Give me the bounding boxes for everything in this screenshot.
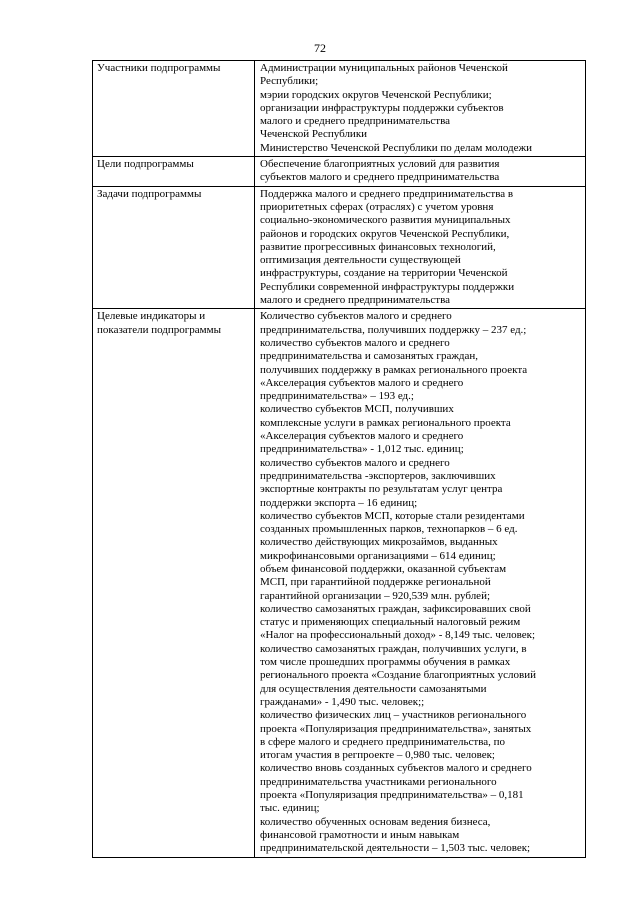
value-line: «Налог на профессиональный доход» - 8,149 тыс. человек;	[260, 629, 536, 642]
row-label	[93, 61, 255, 157]
value-line: Министерство Чеченской Республики по делам молодежи	[260, 141, 533, 154]
value-line: для осуществления деятельности самозанятыми	[260, 682, 487, 695]
value-line: созданных промышленных парков, технопарков – 6 ед.	[260, 523, 518, 536]
value-line: тыс. единиц;	[260, 802, 320, 815]
row-value	[255, 186, 586, 309]
value-line: МСП, при гарантийной поддержке региональной	[260, 576, 491, 589]
value-line: Поддержка малого и среднего предпринимательства в	[260, 187, 514, 200]
value-line: оптимизация деятельности существующей	[260, 254, 461, 267]
value-line: количество самозанятых граждан, получивших услуги, в	[260, 642, 527, 655]
value-line: инфраструктуры, создание на территории Чеченской	[260, 267, 508, 280]
value-line: количество действующих микрозаймов, выданных	[260, 536, 498, 549]
value-line: приоритетных сферах (отраслях) с учетом уровня	[260, 200, 494, 213]
value-line: малого и среднего предпринимательства	[260, 115, 451, 128]
row-value	[255, 309, 586, 857]
value-line: количество субъектов малого и среднего	[260, 336, 450, 349]
value-line: количество физических лиц – участников регионального	[260, 709, 527, 722]
value-line: субъектов малого и среднего предпринимательства	[260, 171, 500, 184]
value-line: гарантийной организации – 920,539 млн. рублей;	[260, 589, 491, 602]
value-line: предпринимательства и самозанятых граждан,	[260, 350, 479, 363]
value-line: «Акселерация субъектов малого и среднего	[260, 376, 464, 389]
value-line: социально-экономического развития муниципальных	[260, 214, 511, 227]
value-line: количество обученных основам ведения бизнеса,	[260, 815, 491, 828]
value-line: предпринимательства участниками регионального	[260, 775, 497, 788]
value-line: количество субъектов малого и среднего	[260, 456, 450, 469]
value-line: гражданами» - 1,490 тыс. человек;;	[260, 695, 425, 708]
value-line: проекта «Популяризация предпринимательства» – 0,181	[260, 789, 524, 802]
value-line: Республики современной инфраструктуры поддержки	[260, 280, 515, 293]
row-value	[255, 61, 586, 157]
value-line: Количество субъектов малого и среднего	[260, 310, 452, 323]
value-line: предпринимательства -экспортеров, заключивших	[260, 469, 496, 482]
row-value	[255, 157, 586, 187]
label-line: показатели подпрограммы	[97, 323, 221, 336]
value-line: получивших поддержку в рамках регионального проекта	[260, 363, 528, 376]
label-line: Участники подпрограммы	[97, 62, 221, 74]
value-line: регионального проекта «Создание благоприятных условий	[260, 669, 537, 682]
value-line: малого и среднего предпринимательства	[260, 294, 451, 307]
value-line: предпринимательства, получивших поддержку – 237 ед.;	[260, 323, 527, 336]
value-line: предпринимательства» – 193 ед.;	[260, 390, 414, 403]
value-line: количество субъектов МСП, получивших	[260, 403, 454, 416]
value-line: предпринимательства» - 1,012 тыс. единиц;	[260, 443, 464, 456]
value-line: Обеспечение благоприятных условий для развития	[260, 158, 500, 171]
value-line: количество вновь созданных субъектов малого и среднего	[260, 762, 532, 775]
table-row	[93, 157, 586, 187]
label-line: Задачи подпрограммы	[97, 187, 202, 200]
value-line: количество самозанятых граждан, зафиксировавших свой	[260, 602, 531, 615]
value-line: организации инфраструктуры поддержки субъектов	[260, 101, 504, 114]
row-label	[93, 309, 255, 857]
value-line: поддержки экспорта – 16 единиц;	[260, 496, 418, 509]
row-label	[93, 157, 255, 187]
value-line: развитие прогрессивных финансовых технологий,	[260, 240, 496, 253]
label-line: Цели подпрограммы	[97, 158, 194, 171]
value-line: комплексные услуги в рамках регионального проекта	[260, 416, 511, 429]
value-line: мэрии городских округов Чеченской Республики;	[260, 88, 492, 101]
row-label	[93, 186, 255, 309]
value-line: том числе прошедших программы обучения в рамках	[260, 656, 511, 669]
value-line: объем финансовой поддержки, оказанной субъектам	[260, 562, 507, 575]
value-line: количество субъектов МСП, которые стали резидентами	[260, 509, 525, 522]
value-line: «Акселерация субъектов малого и среднего	[260, 430, 464, 443]
value-line: предпринимательской деятельности – 1,503 тыс. человек;	[260, 842, 531, 855]
value-line: микрофинансовыми организациями – 614 единиц;	[260, 549, 496, 562]
page-number: 72	[314, 41, 326, 55]
table-row	[93, 186, 586, 309]
value-line: проекта «Популяризация предпринимательства», занятых	[260, 722, 532, 735]
value-line: статус и применяющих специальный налоговый режим	[260, 616, 521, 629]
label-line: Целевые индикаторы и	[97, 310, 206, 323]
table-row	[93, 61, 586, 157]
value-line: в сфере малого и среднего предпринимательства, по	[260, 735, 506, 748]
subprogram-passport-table	[92, 60, 586, 858]
value-line: районов и городских округов Чеченской Республики,	[260, 227, 510, 240]
value-line: Чеченской Республики	[260, 128, 368, 141]
value-line: финансовой грамотности и иным навыкам	[260, 828, 460, 841]
value-line: Республики;	[260, 75, 319, 88]
value-line: Администрации муниципальных районов Чеченской	[260, 62, 508, 74]
value-line: итогам участия в регпроекте – 0,980 тыс. человек;	[260, 749, 495, 762]
value-line: экспортные контракты по результатам услуг центра	[260, 483, 503, 496]
table-row	[93, 309, 586, 857]
